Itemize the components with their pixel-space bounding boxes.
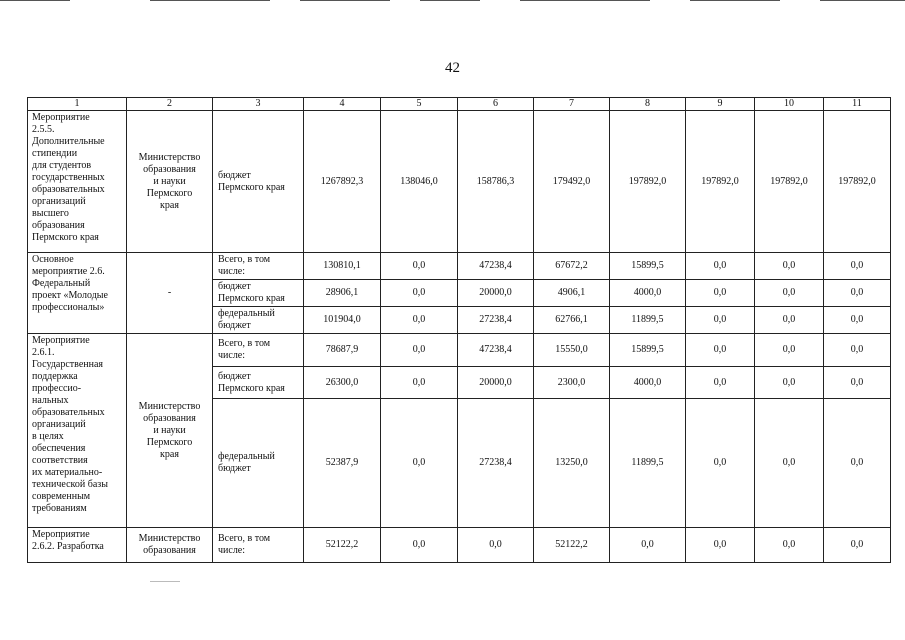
amount-cell: 0,0 [381, 367, 458, 399]
top-edge-lines [0, 0, 905, 3]
amount-cell: 20000,0 [458, 367, 534, 399]
amount-cell: 0,0 [686, 253, 755, 280]
amount-cell: 52387,9 [304, 399, 381, 528]
amount-cell: 11899,5 [610, 399, 686, 528]
amount-cell: 20000,0 [458, 280, 534, 307]
amount-cell: 0,0 [755, 253, 824, 280]
activity-name-cell: Мероприятие 2.6.2. Разработка [28, 528, 127, 563]
amount-cell: 4906,1 [534, 280, 610, 307]
amount-cell: 0,0 [381, 280, 458, 307]
amount-cell: 197892,0 [755, 111, 824, 253]
amount-cell: 0,0 [381, 528, 458, 563]
header-cell: 11 [824, 98, 891, 111]
amount-cell: 158786,3 [458, 111, 534, 253]
activity-name-cell: Основное мероприятие 2.6. Федеральный проект «Молодые профессионалы» [28, 253, 127, 334]
amount-cell: 0,0 [381, 253, 458, 280]
amount-cell: 0,0 [824, 307, 891, 334]
amount-cell: 179492,0 [534, 111, 610, 253]
header-cell: 10 [755, 98, 824, 111]
scan-mark [150, 581, 180, 582]
amount-cell: 0,0 [824, 399, 891, 528]
executor-cell: Министерство образования и науки Пермского края [127, 334, 213, 528]
table-body [28, 98, 891, 563]
amount-cell: 52122,2 [534, 528, 610, 563]
amount-cell: 0,0 [686, 367, 755, 399]
amount-cell: 47238,4 [458, 334, 534, 367]
header-cell: 2 [127, 98, 213, 111]
amount-cell: 78687,9 [304, 334, 381, 367]
amount-cell: 197892,0 [610, 111, 686, 253]
amount-cell: 0,0 [755, 399, 824, 528]
header-cell: 4 [304, 98, 381, 111]
amount-cell: 15899,5 [610, 253, 686, 280]
amount-cell: 47238,4 [458, 253, 534, 280]
amount-cell: 4000,0 [610, 280, 686, 307]
amount-cell: 0,0 [686, 399, 755, 528]
amount-cell: 0,0 [755, 528, 824, 563]
amount-cell: 0,0 [755, 334, 824, 367]
funding-source-cell: федеральный бюджет [213, 399, 304, 528]
amount-cell: 0,0 [381, 399, 458, 528]
amount-cell: 0,0 [381, 334, 458, 367]
table-header-row [28, 98, 891, 111]
amount-cell: 4000,0 [610, 367, 686, 399]
executor-cell: Министерство образования и науки Пермского края [127, 111, 213, 253]
activity-name-cell: Мероприятие 2.5.5. Дополнительные стипендии для студентов государственных образовательных организаций высшего образования Пермского края [28, 111, 127, 253]
header-cell: 8 [610, 98, 686, 111]
funding-source-cell: Всего, в том числе: [213, 253, 304, 280]
amount-cell: 13250,0 [534, 399, 610, 528]
table-row [28, 528, 891, 563]
table-row [28, 111, 891, 253]
amount-cell: 0,0 [824, 280, 891, 307]
page-number: 42 [445, 60, 460, 76]
amount-cell: 0,0 [686, 307, 755, 334]
amount-cell: 15899,5 [610, 334, 686, 367]
funding-source-cell: Всего, в том числе: [213, 334, 304, 367]
executor-cell: - [127, 253, 213, 334]
funding-source-cell: бюджет Пермского края [213, 367, 304, 399]
amount-cell: 197892,0 [686, 111, 755, 253]
amount-cell: 0,0 [381, 307, 458, 334]
amount-cell: 52122,2 [304, 528, 381, 563]
amount-cell: 0,0 [686, 528, 755, 563]
amount-cell: 0,0 [755, 367, 824, 399]
table-row [28, 253, 891, 280]
table-row [28, 334, 891, 367]
funding-source-cell: бюджет Пермского края [213, 111, 304, 253]
amount-cell: 2300,0 [534, 367, 610, 399]
amount-cell: 138046,0 [381, 111, 458, 253]
amount-cell: 0,0 [824, 528, 891, 563]
executor-cell: Министерство образования [127, 528, 213, 563]
budget-table [27, 97, 891, 563]
amount-cell: 62766,1 [534, 307, 610, 334]
amount-cell: 1267892,3 [304, 111, 381, 253]
amount-cell: 27238,4 [458, 399, 534, 528]
amount-cell: 15550,0 [534, 334, 610, 367]
amount-cell: 0,0 [755, 307, 824, 334]
amount-cell: 0,0 [824, 334, 891, 367]
amount-cell: 0,0 [458, 528, 534, 563]
header-cell: 3 [213, 98, 304, 111]
funding-source-cell: федеральный бюджет [213, 307, 304, 334]
amount-cell: 28906,1 [304, 280, 381, 307]
funding-source-cell: бюджет Пермского края [213, 280, 304, 307]
amount-cell: 0,0 [824, 253, 891, 280]
header-cell: 7 [534, 98, 610, 111]
header-cell: 6 [458, 98, 534, 111]
amount-cell: 0,0 [755, 280, 824, 307]
header-cell: 5 [381, 98, 458, 111]
funding-source-cell: Всего, в том числе: [213, 528, 304, 563]
amount-cell: 11899,5 [610, 307, 686, 334]
activity-name-cell: Мероприятие 2.6.1. Государственная поддержка профессио- нальных образовательных организаций в целях обеспечения соответствия их материально- технической базы современным требованиям [28, 334, 127, 528]
amount-cell: 67672,2 [534, 253, 610, 280]
amount-cell: 26300,0 [304, 367, 381, 399]
amount-cell: 0,0 [686, 334, 755, 367]
amount-cell: 27238,4 [458, 307, 534, 334]
amount-cell: 101904,0 [304, 307, 381, 334]
header-cell: 9 [686, 98, 755, 111]
amount-cell: 0,0 [824, 367, 891, 399]
header-cell: 1 [28, 98, 127, 111]
amount-cell: 0,0 [686, 280, 755, 307]
amount-cell: 0,0 [610, 528, 686, 563]
amount-cell: 197892,0 [824, 111, 891, 253]
amount-cell: 130810,1 [304, 253, 381, 280]
